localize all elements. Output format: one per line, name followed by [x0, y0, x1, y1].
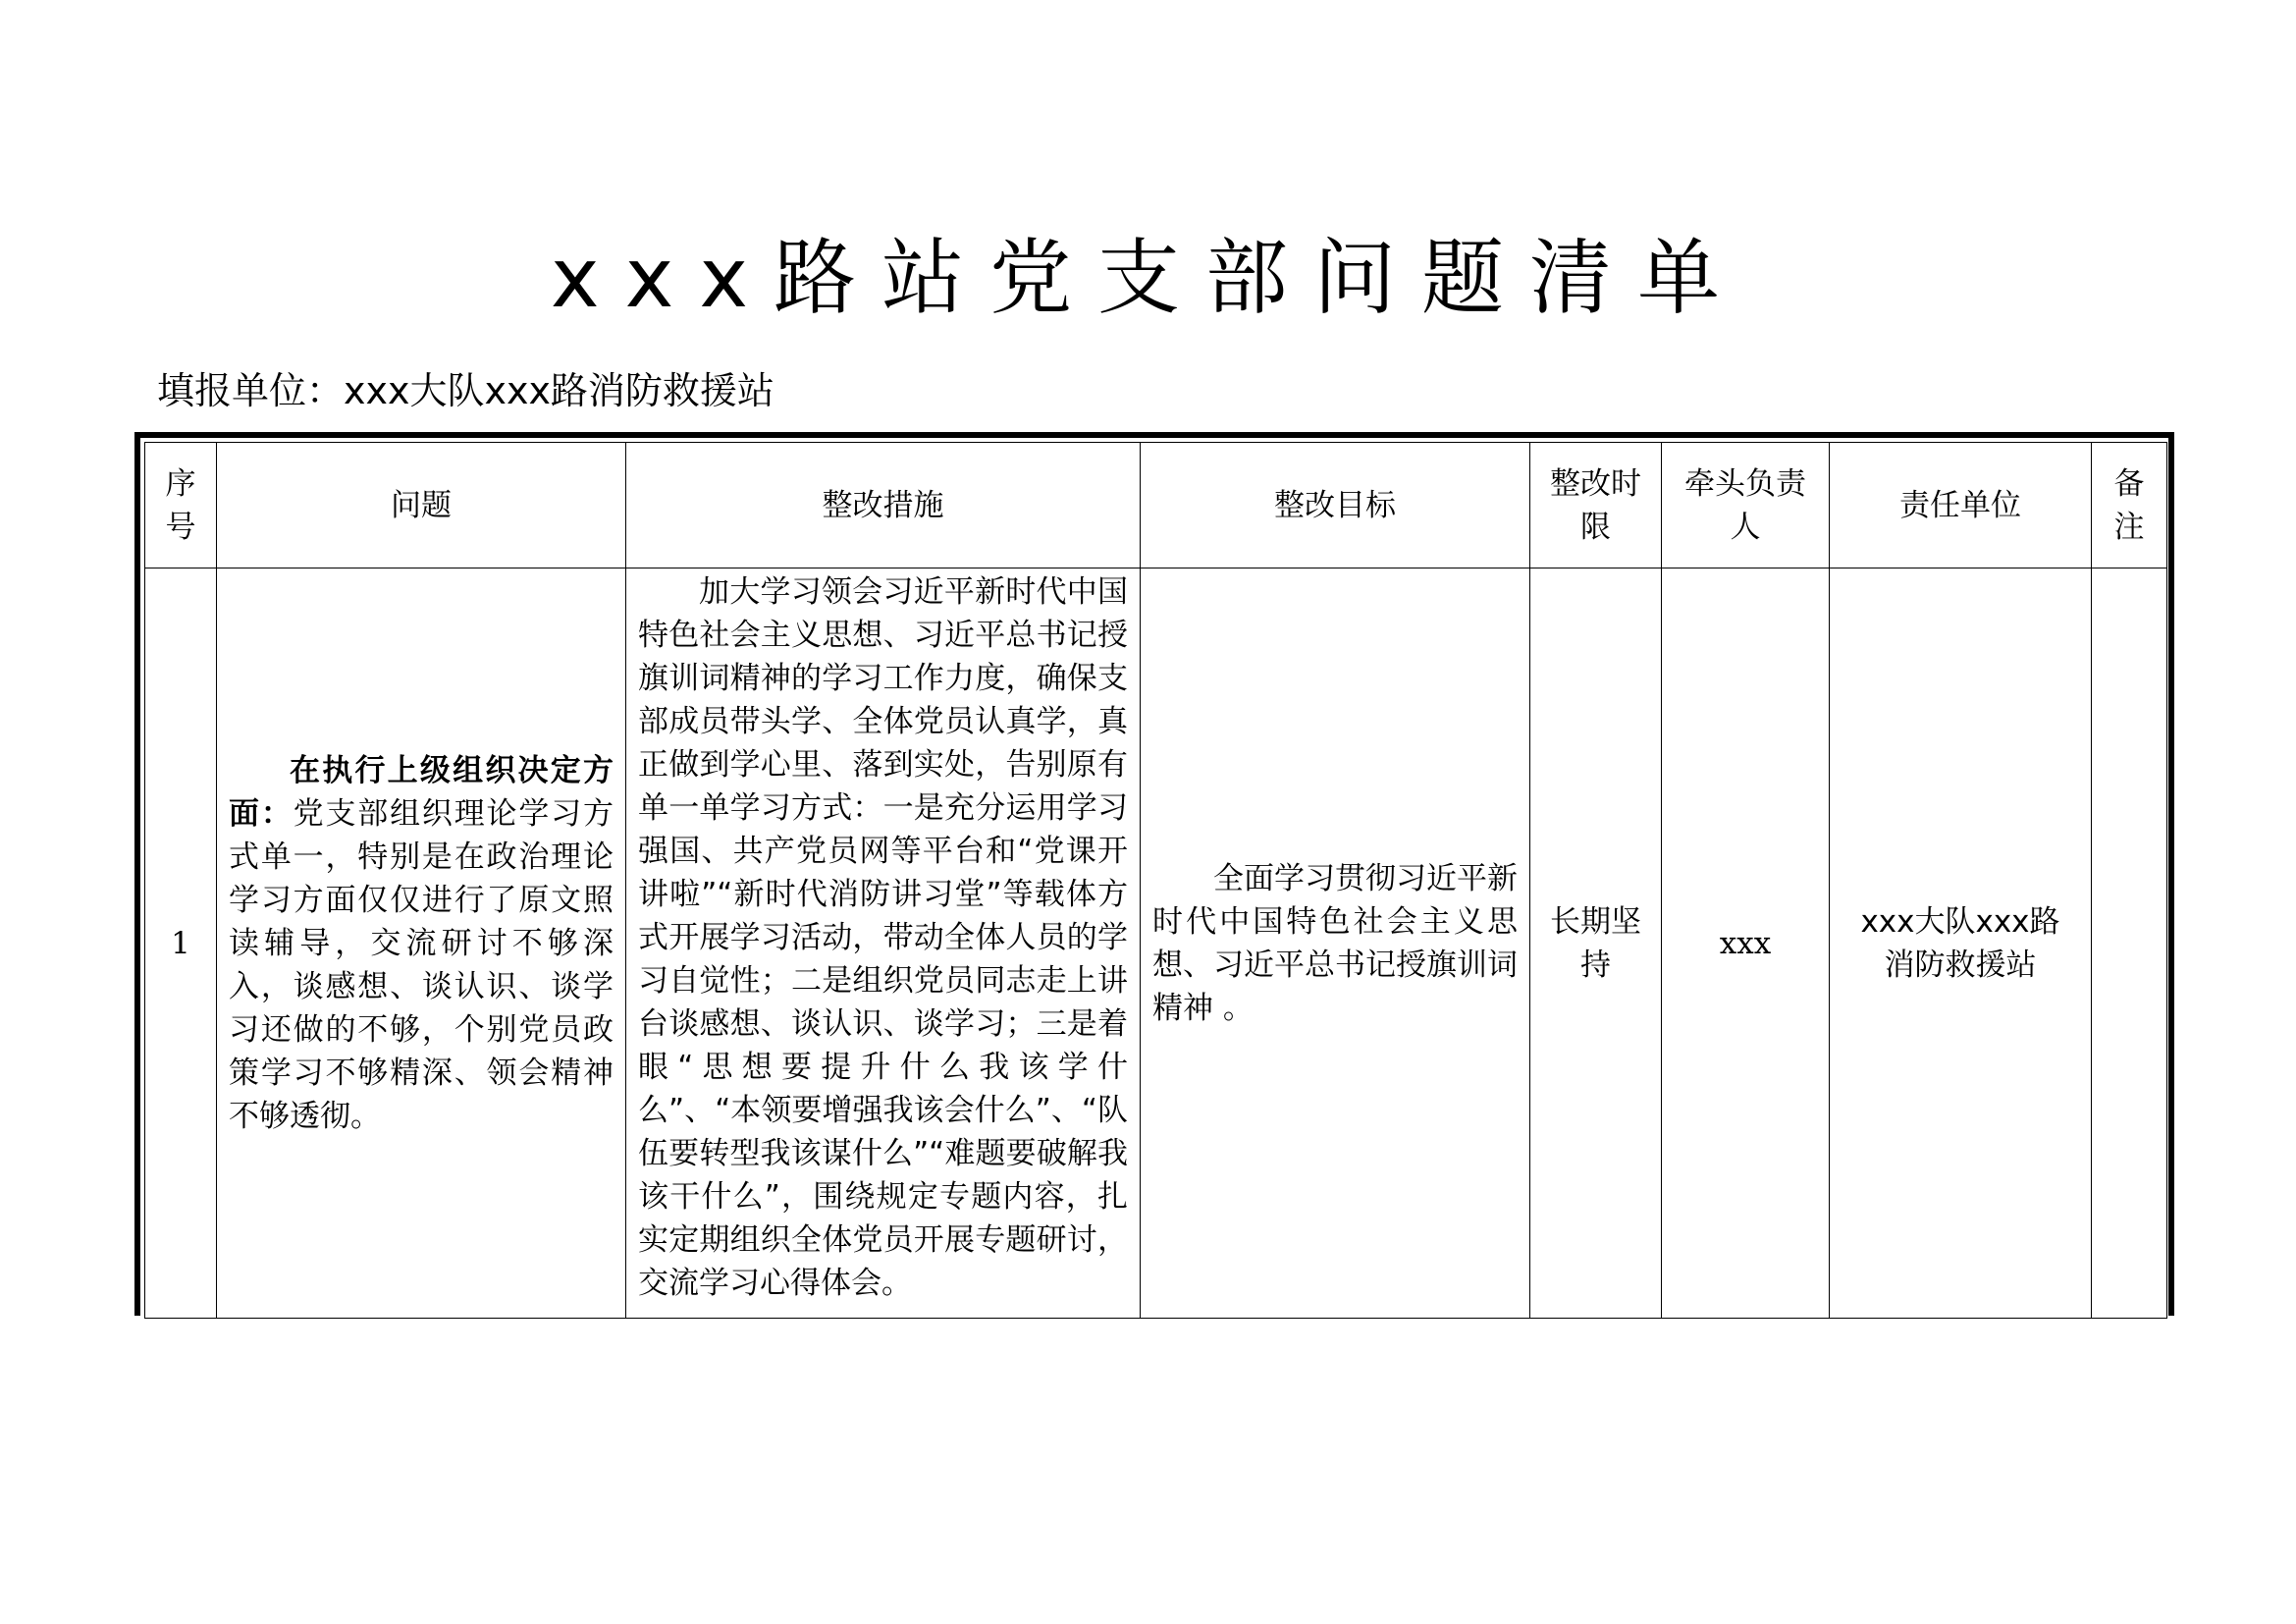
issues-table: [144, 442, 2167, 1319]
cell-deadline: 长期坚持: [1530, 568, 1662, 1319]
cell-goal: 全面学习贯彻习近平新时代中国特色社会主义思想、习近平总书记授旗训词精神 。: [1141, 568, 1530, 1319]
cell-seq: 1: [145, 568, 217, 1319]
header-issue: 问题: [217, 443, 626, 568]
issue-heading: 在执行上级组织决定方面：: [229, 752, 614, 832]
issues-table-frame: [134, 432, 2174, 1316]
issue-text: 党支部组织理论学习方式单一，特别是在政治理论学习方面仅仅进行了原文照读辅导，交流研讨不够深入，谈感想、谈认识、谈学习还做的不够，个别党员政策学习不够精深、领会精神不够透彻。: [229, 795, 614, 1134]
header-seq: 序号: [145, 443, 217, 568]
table-header-row: [145, 443, 2167, 568]
cell-note: [2092, 568, 2167, 1319]
header-goal: 整改目标: [1141, 443, 1530, 568]
header-unit: 责任单位: [1830, 443, 2092, 568]
header-note: 备注: [2092, 443, 2167, 568]
cell-unit: xxx大队xxx路消防救援站: [1830, 568, 2092, 1319]
table-row: [145, 568, 2167, 1319]
cell-measures: 加大学习领会习近平新时代中国特色社会主义思想、习近平总书记授旗训词精神的学习工作力度，确保支部成员带头学、全体党员认真学，真正做到学心里、落到实处，告别原有单一单学习方式：一是充分运用学习强国、共产党员网等平台和“党课开讲啦”“新时代消防讲习堂”等载体方式开展学习活动，带动全体人员的学习自觉性；二是组织党员同志走上讲台谈感想、谈认识、谈学习；三是着眼“思想要提升什么我该学什么”、“本领要增强我该会什么”、“队伍要转型我该谋什么”“难题要破解我该干什么”，围绕规定专题内容，扎实定期组织全体党员开展专题研讨，交流学习心得体会。: [626, 568, 1141, 1319]
cell-issue: [217, 568, 626, 1319]
header-measures: 整改措施: [626, 443, 1141, 568]
header-deadline: 整改时限: [1530, 443, 1662, 568]
header-lead: 牵头负责人: [1662, 443, 1830, 568]
page-title: xxx路站党支部问题清单: [550, 230, 1746, 326]
cell-lead: xxx: [1662, 568, 1830, 1319]
filing-unit: 填报单位：xxx大队xxx路消防救援站: [157, 369, 774, 412]
